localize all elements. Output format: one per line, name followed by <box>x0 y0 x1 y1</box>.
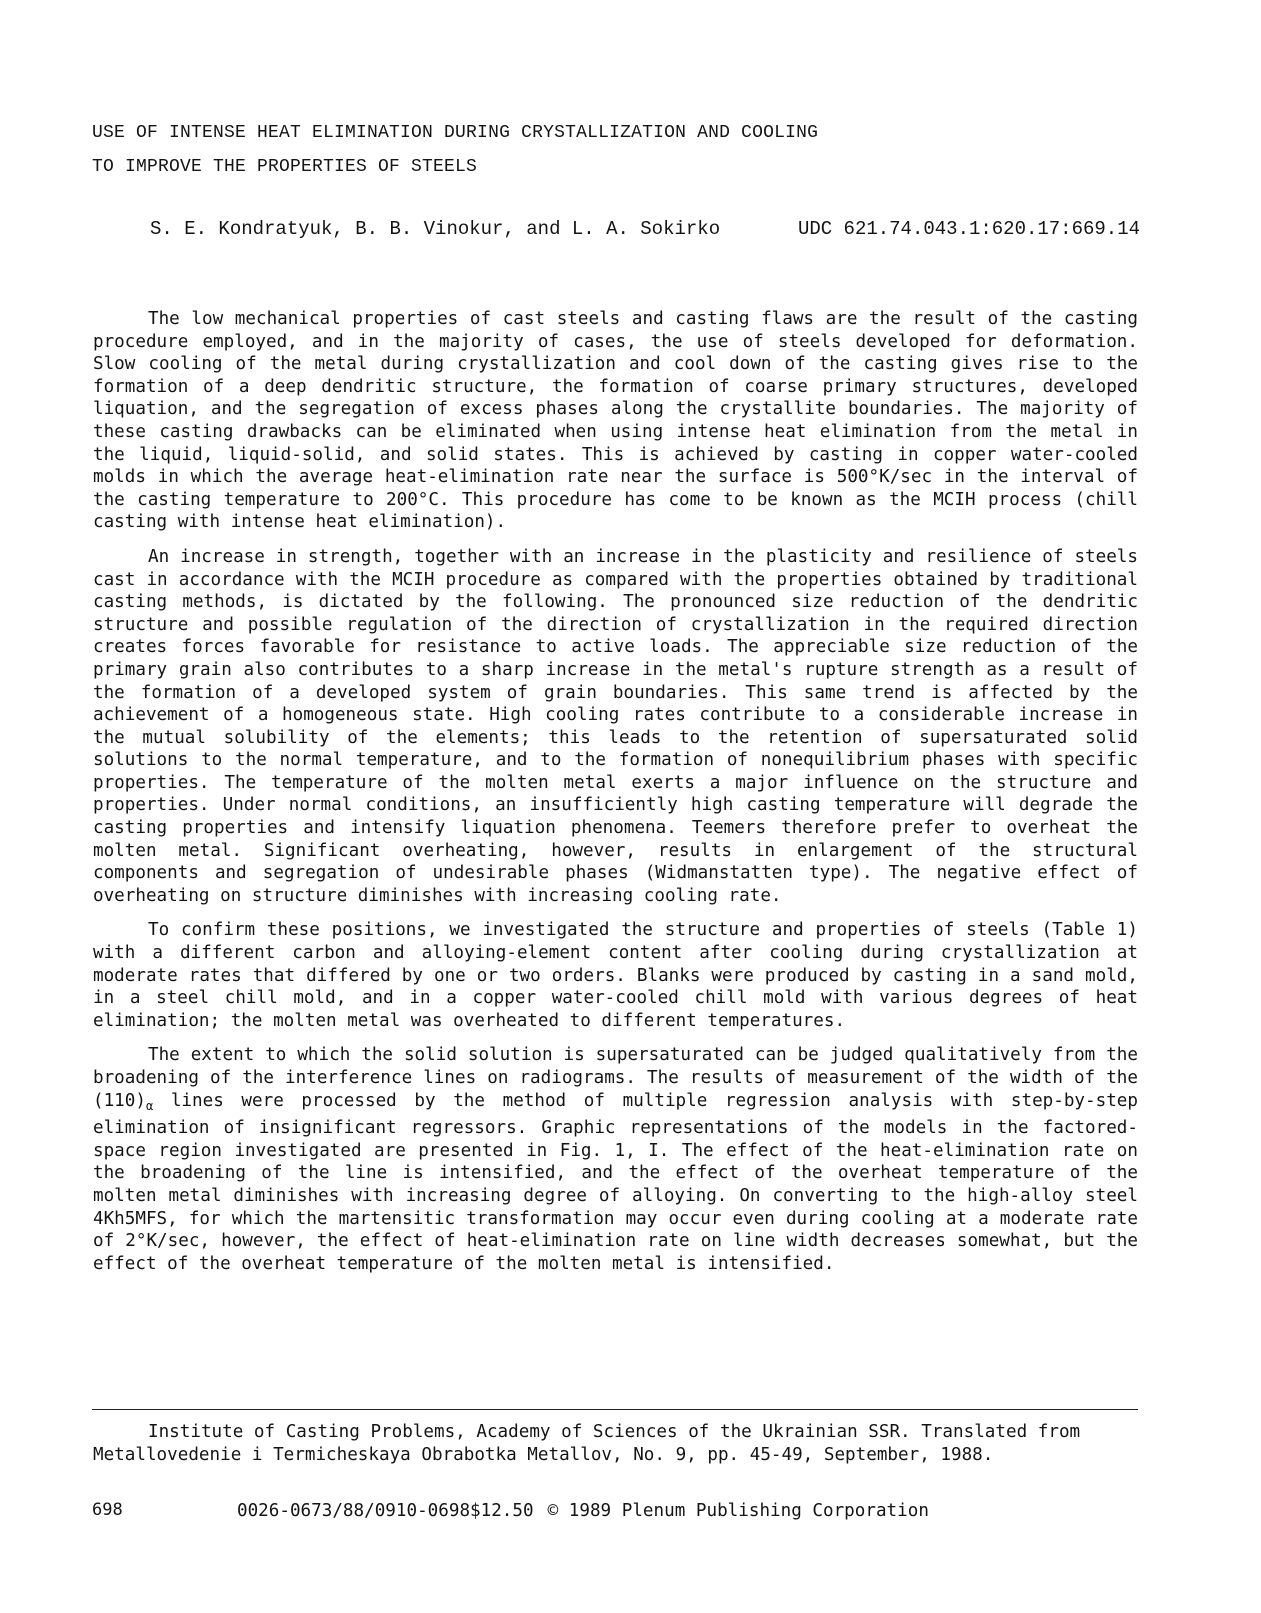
udc-code: UDC 621.74.043.1:620.17:669.14 <box>797 218 1140 240</box>
paragraph-3: To confirm these positions, we investigated the structure and properties of steels (Table 1) with a different carbon and alloying-element content after cooling during crystallization at moderate rates that differed by one or two orders. Blanks were produced by casting in a sand mold, in a steel chill mold, and in a copper water-cooled chill mold with various degrees of heat elimination; the molten metal was overheated to different temperatures. <box>93 920 1138 1031</box>
alpha-subscript: α <box>145 1098 154 1113</box>
paragraph-4 <box>93 1044 1138 1275</box>
byline <box>150 218 1140 240</box>
issn-price: 0026-0673/88/0910-0698$12.50 <box>237 1501 534 1521</box>
footnote-divider <box>92 1409 1138 1410</box>
article-body <box>93 308 1138 1287</box>
article-title <box>92 116 818 184</box>
footnote <box>93 1421 1138 1467</box>
title-line-1: USE OF INTENSE HEAT ELIMINATION DURING CRYSTALLIZATION AND COOLING <box>92 123 819 143</box>
title-line-2: TO IMPROVE THE PROPERTIES OF STEELS <box>92 157 478 177</box>
paragraph-4-end: lines were processed by the method of multiple regression analysis with step-by-step elimination of insignificant regressors. Graphic representations of the models in the factored-space region investigated are presented in Fig. 1, I. The effect of the heat-elimination rate on the broadening of the line is intensified, and the effect of the overheat temperature of the molten metal diminishes with increasing degree of alloying. On converting to the high-alloy steel 4Kh5MFS, for which the martensitic transformation may occur even during cooling at a moderate rate of 2°K/sec, however, the effect of heat-elimination rate on line width decreases somewhat, but the effect of the overheat temperature of the molten metal is intensified. <box>93 1090 1138 1274</box>
page-number: 698 <box>92 1500 123 1520</box>
copyright-line <box>237 1501 929 1521</box>
footnote-text: Institute of Casting Problems, Academy of Sciences of the Ukrainian SSR. Translated from Metallovedenie i Termicheskaya Obrabotka Metallov, No. 9, pp. 45-49, September, 1988. <box>93 1422 1081 1465</box>
paragraph-2: An increase in strength, together with an increase in the plasticity and resilience of steels cast in accordance with the MCIH procedure as compared with the properties obtained by traditional casting methods, is dictated by the following. The pronounced size reduction of the dendritic structure and possible regulation of the direction of crystallization in the required direction creates forces favorable for resistance to active loads. The appreciable size reduction of the primary grain also contributes to a sharp increase in the metal's rupture strength as a result of the formation of a developed system of grain boundaries. This same trend is affected by the achievement of a homogeneous state. High cooling rates contribute to a considerable increase in the mutual solubility of the elements; this leads to the retention of supersaturated solid solutions to the normal temperature, and to the formation of nonequilibrium phases with specific properties. The temperature of the molten metal exerts a major influence on the structure and properties. Under normal conditions, an insufficiently high casting temperature will degrade the casting properties and intensify liquation phenomena. Teemers therefore prefer to overheat the molten metal. Significant overheating, however, results in enlargement of the structural components and segregation of undesirable phases (Widmanstatten type). The negative effect of overheating on structure diminishes with increasing cooling rate. <box>93 546 1138 906</box>
authors: S. E. Kondratyuk, B. B. Vinokur, and L. A. Sokirko <box>150 218 721 240</box>
paragraph-4-start: The extent to which the solid solution is supersaturated can be judged qualitatively from the broadening of the interference lines on radiograms. The results of measurement of the width of the (110) <box>93 1045 1138 1111</box>
copyright-notice: © 1989 Plenum Publishing Corporation <box>547 1501 929 1521</box>
paragraph-1: The low mechanical properties of cast steels and casting flaws are the result of the casting procedure employed, and in the majority of cases, the use of steels developed for deformation. Slow cooling of the metal during crystallization and cool down of the casting gives rise to the formation of a deep dendritic structure, the formation of coarse primary structures, developed liquation, and the segregation of excess phases along the crystallite boundaries. The majority of these casting drawbacks can be eliminated when using intense heat elimination from the metal in the liquid, liquid-solid, and solid states. This is achieved by casting in copper water-cooled molds in which the average heat-elimination rate near the surface is 500°K/sec in the interval of the casting temperature to 200°C. This procedure has come to be known as the MCIH process (chill casting with intense heat elimination). <box>93 309 1138 533</box>
